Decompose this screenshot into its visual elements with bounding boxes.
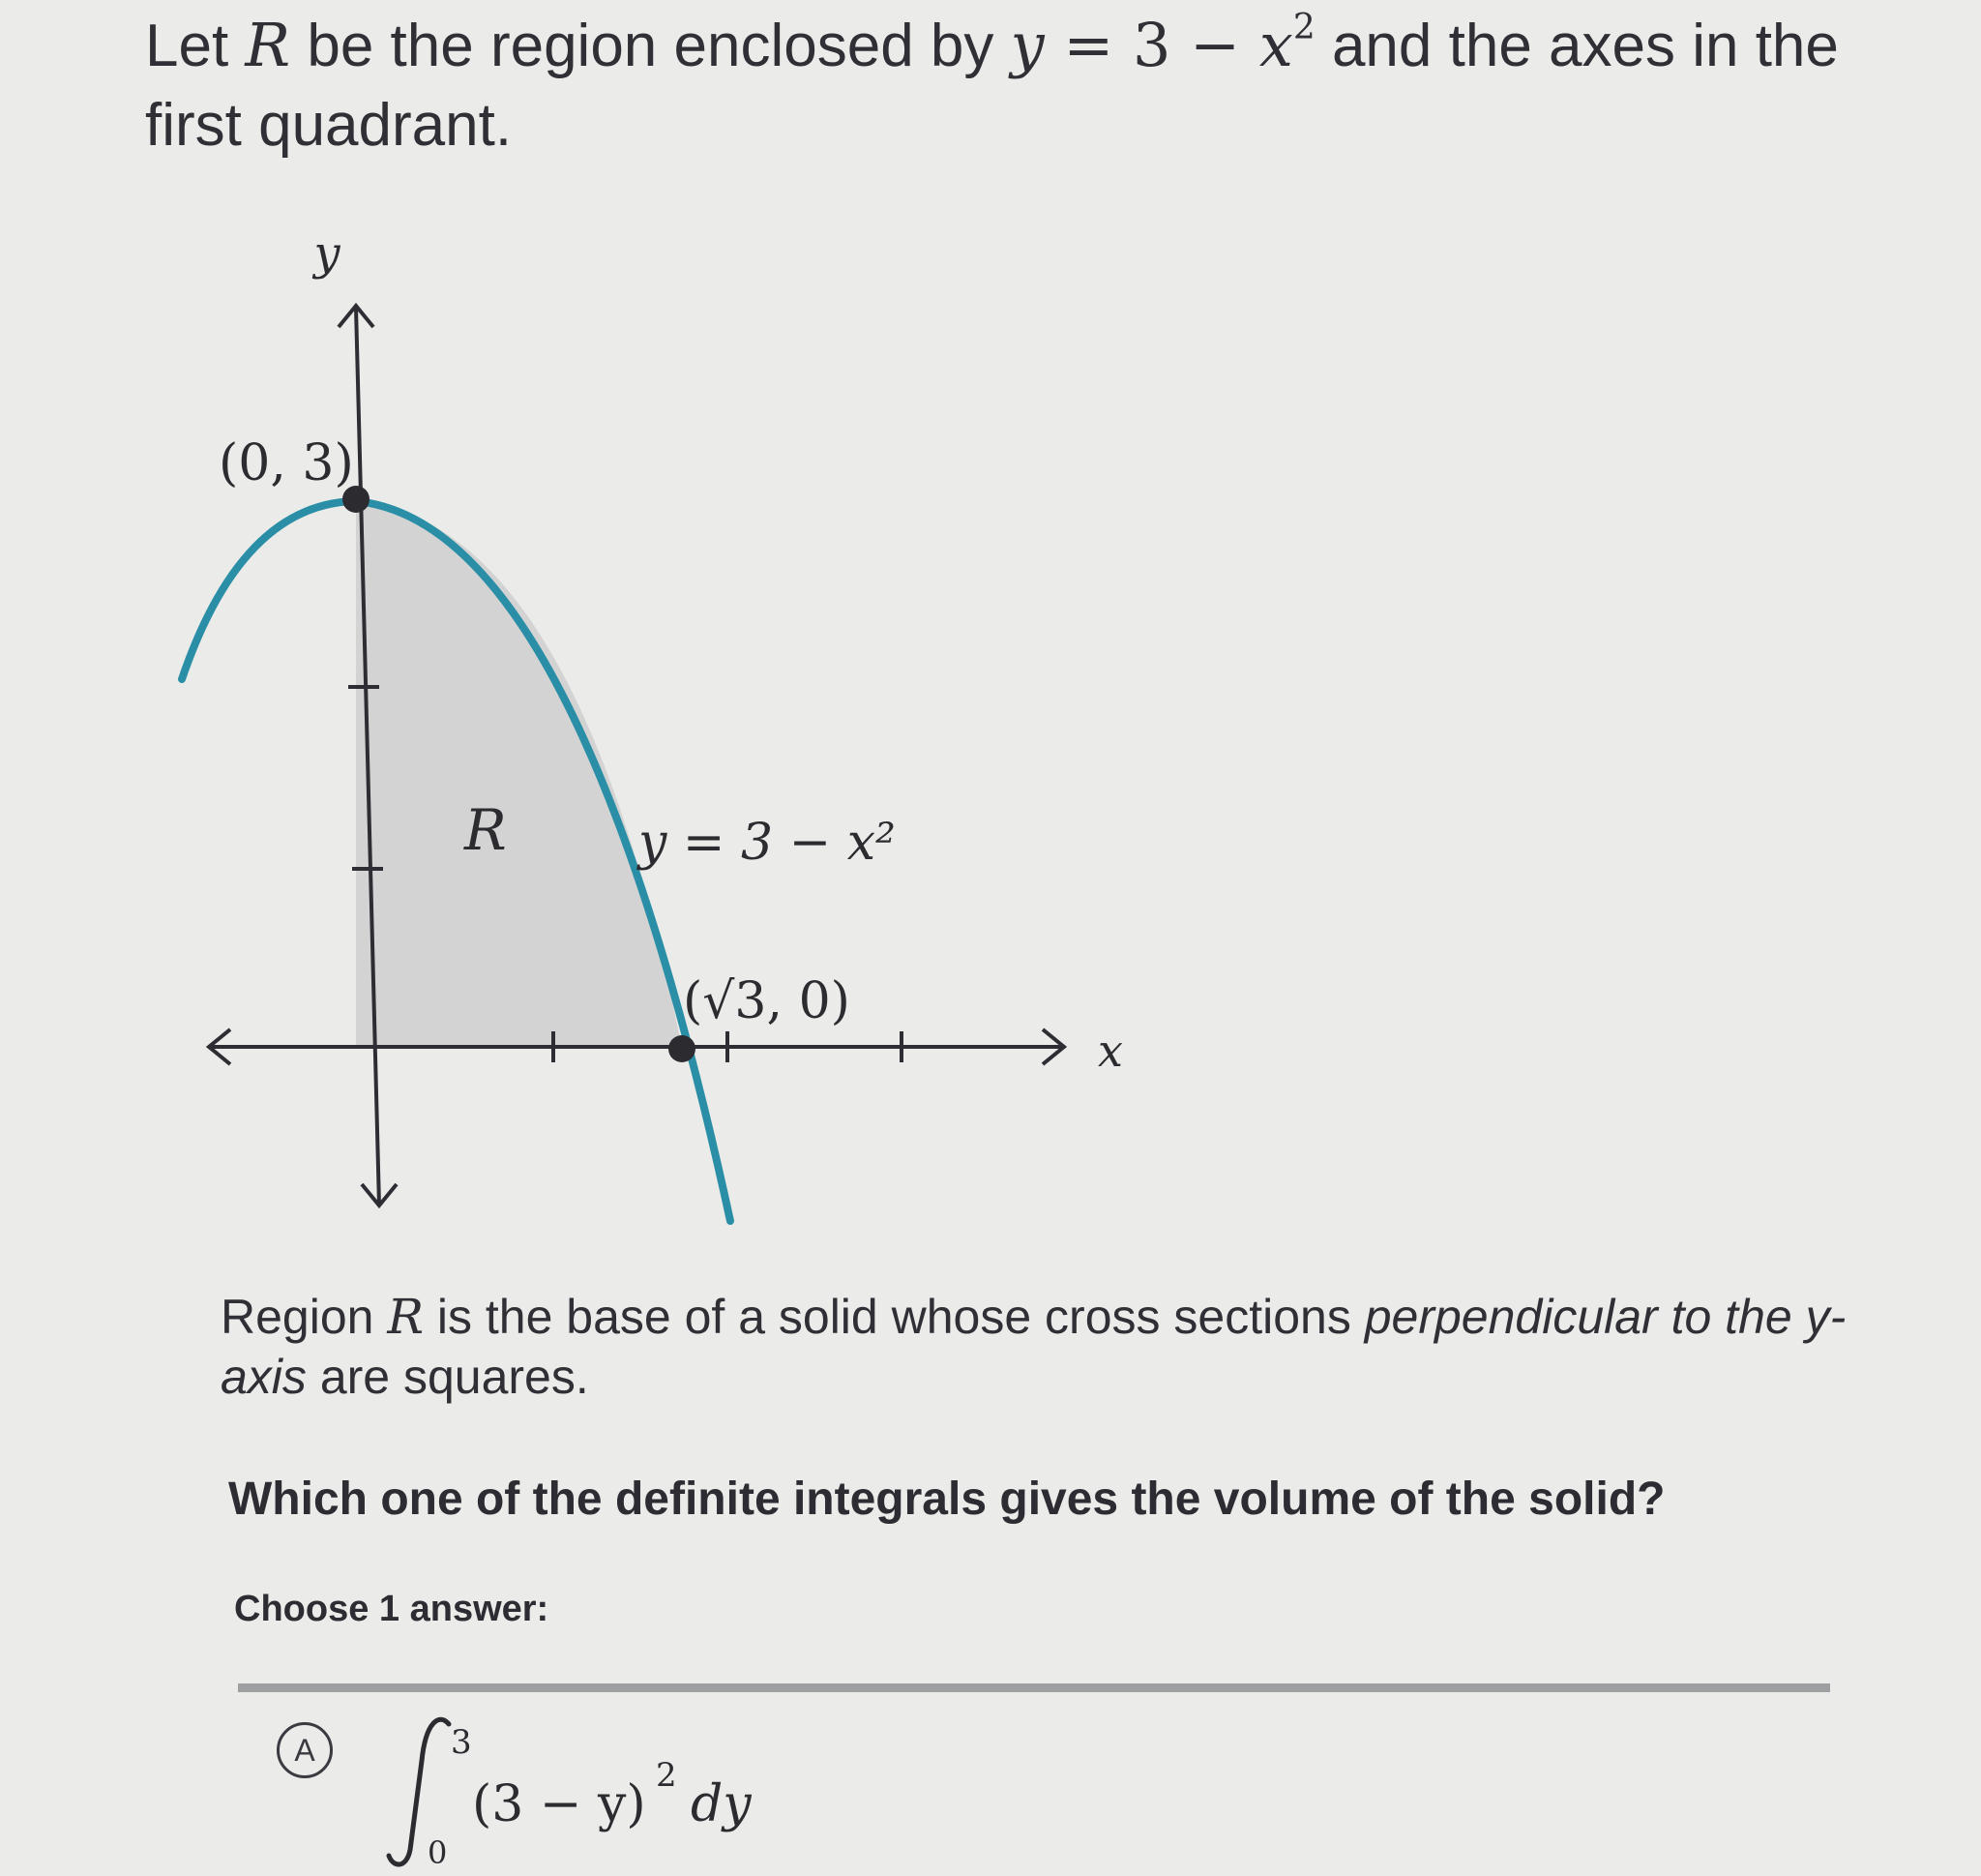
- y-axis-label: y: [313, 226, 340, 281]
- integral-lower-limit: 0: [428, 1834, 448, 1871]
- curve-label: y = 3 − x²: [638, 814, 896, 872]
- description-variable-R: R: [387, 1289, 424, 1345]
- variable-R: R: [245, 10, 291, 80]
- choices-divider: [238, 1683, 1830, 1692]
- point-right-marker: [668, 1035, 695, 1062]
- shaded-region-R: [356, 501, 682, 1049]
- point-top-label: (0, 3): [219, 434, 354, 492]
- choose-label: Choose 1 answer:: [234, 1589, 549, 1629]
- point-right-label: (√3, 0): [683, 972, 850, 1030]
- integral-upper-limit: 3: [451, 1723, 472, 1762]
- choice-a-radio[interactable]: A: [277, 1722, 333, 1778]
- equation-exponent: 2: [1292, 8, 1316, 47]
- solid-description: Region R is the base of a solid whose cross sections perpendicular to the y-axis are squares.: [221, 1289, 1847, 1404]
- integrand-exponent: 2: [656, 1756, 677, 1795]
- region-label: R: [464, 797, 507, 863]
- x-axis-label: x: [1098, 1025, 1123, 1077]
- problem-statement: Let R be the region enclosed by $y = 3 - x^2$ and the axes in the first quadrant.: [145, 8, 1839, 159]
- description-emphasis: perpendicular to the y-axis: [221, 1290, 1847, 1404]
- equation-x: x: [1258, 10, 1293, 80]
- equation-middle: = 3 −: [1044, 10, 1259, 80]
- answer-choice-a[interactable]: [232, 1705, 1877, 1876]
- choice-a-formula: [377, 1705, 1054, 1876]
- integrand: (3 − y): [472, 1775, 646, 1833]
- question-text: Which one of the definite integrals gives the volume of the solid?: [228, 1474, 1666, 1525]
- equation-y: y: [1010, 10, 1045, 80]
- differential: dy: [691, 1775, 752, 1833]
